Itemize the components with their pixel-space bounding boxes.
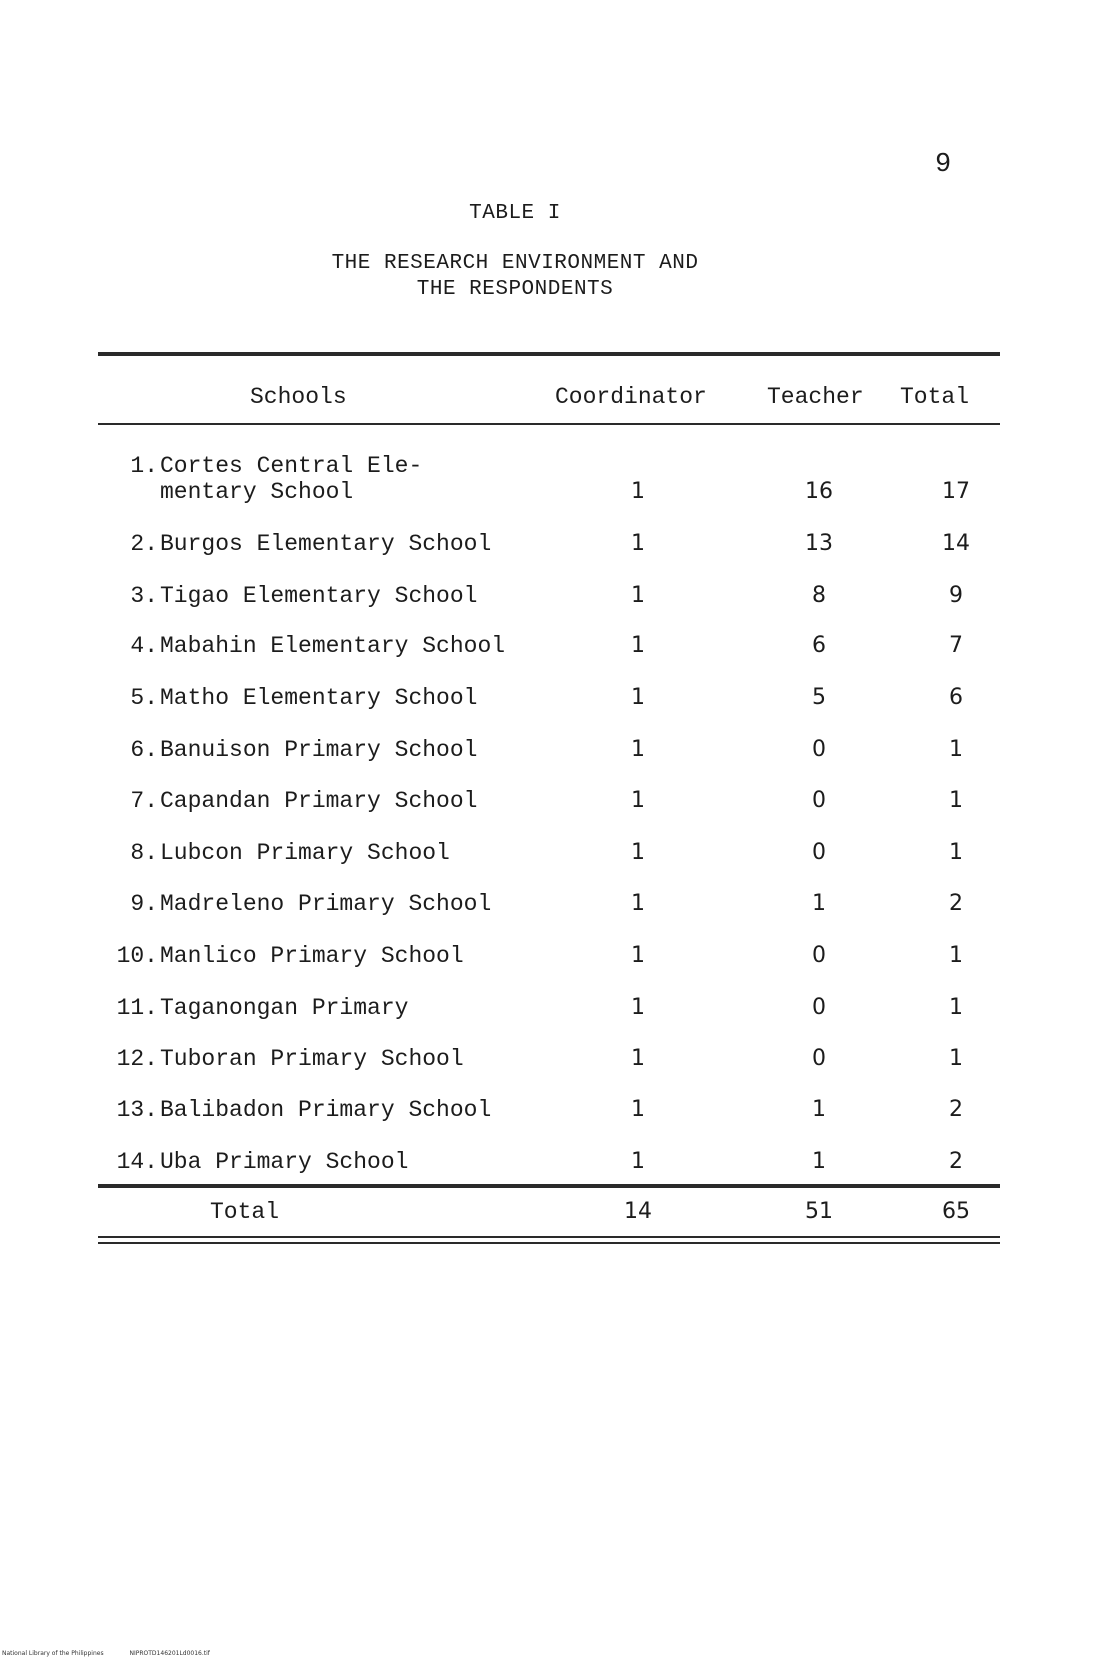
total-count: 1 <box>949 840 963 865</box>
teacher-count: 0 <box>812 943 826 968</box>
school-name: Banuison Primary School <box>160 737 478 763</box>
total-count: 1 <box>949 737 963 762</box>
row-index: 2. <box>130 531 158 557</box>
row-index: 13. <box>116 1097 158 1123</box>
row-index: 11. <box>116 995 158 1021</box>
coordinator-count: 1 <box>631 583 645 608</box>
row-index: 3. <box>130 583 158 609</box>
coordinator-count: 1 <box>631 995 645 1020</box>
grand-total: 65 <box>942 1199 970 1224</box>
teacher-count: 16 <box>805 479 833 504</box>
coordinator-count: 1 <box>631 685 645 710</box>
total-count: 1 <box>949 1046 963 1071</box>
school-name: Taganongan Primary <box>160 995 409 1021</box>
row-index: 9. <box>130 891 158 917</box>
row-index: 12. <box>116 1046 158 1072</box>
row-index: 7. <box>130 788 158 814</box>
totals-rule <box>98 1184 1000 1188</box>
total-count: 2 <box>949 891 963 916</box>
header-rule <box>98 423 1000 425</box>
coordinator-count: 1 <box>631 840 645 865</box>
teacher-count: 5 <box>812 685 826 710</box>
total-count: 17 <box>942 479 970 504</box>
coordinator-count: 1 <box>631 737 645 762</box>
school-name-line-1: Cortes Central Ele- <box>160 453 423 479</box>
teacher-count: 0 <box>812 1046 826 1071</box>
column-header-teacher: Teacher <box>767 384 864 410</box>
teacher-count: 0 <box>812 840 826 865</box>
total-count: 1 <box>949 943 963 968</box>
table-bottom-rule-2 <box>98 1242 1000 1244</box>
coordinator-count: 1 <box>631 531 645 556</box>
teacher-count: 1 <box>812 1149 826 1174</box>
column-header-coordinator: Coordinator <box>555 384 707 410</box>
row-index: 4. <box>130 633 158 659</box>
footer-filename: NIPROTD146201Ld0016.tif <box>129 1650 210 1657</box>
total-count: 7 <box>949 633 963 658</box>
total-count: 1 <box>949 788 963 813</box>
total-count: 9 <box>949 583 963 608</box>
coordinator-count: 1 <box>631 1097 645 1122</box>
total-count: 2 <box>949 1097 963 1122</box>
table-subtitle-line-2: THE RESPONDENTS <box>416 278 614 301</box>
coordinator-count: 1 <box>631 891 645 916</box>
total-count: 1 <box>949 995 963 1020</box>
school-name: Manlico Primary School <box>160 943 464 969</box>
school-name: Matho Elementary School <box>160 685 478 711</box>
school-name: Madreleno Primary School <box>160 891 492 917</box>
teacher-count: 0 <box>812 788 826 813</box>
totals-label: Total <box>210 1199 280 1225</box>
teacher-count: 1 <box>812 1097 826 1122</box>
column-header-schools: Schools <box>250 384 347 410</box>
coordinator-count: 1 <box>631 1046 645 1071</box>
teacher-count: 13 <box>805 531 833 556</box>
school-name: Lubcon Primary School <box>160 840 450 866</box>
page-number: 9 <box>935 150 952 180</box>
coordinator-total: 14 <box>624 1199 652 1224</box>
school-name-line-2: mentary School <box>160 479 354 505</box>
teacher-count: 8 <box>812 583 826 608</box>
table-title: TABLE I <box>469 202 561 225</box>
teacher-count: 6 <box>812 633 826 658</box>
table-top-rule <box>98 352 1000 356</box>
row-index: 8. <box>130 840 158 866</box>
coordinator-count: 1 <box>631 788 645 813</box>
total-count: 14 <box>942 531 970 556</box>
teacher-total: 51 <box>805 1199 833 1224</box>
row-index: 14. <box>116 1149 158 1175</box>
coordinator-count: 1 <box>631 633 645 658</box>
row-index: 6. <box>130 737 158 763</box>
school-name: Mabahin Elementary School <box>160 633 506 659</box>
table-subtitle-line-1: THE RESEARCH ENVIRONMENT AND <box>331 252 699 275</box>
row-index: 10. <box>116 943 158 969</box>
school-name: Uba Primary School <box>160 1149 409 1175</box>
total-count: 2 <box>949 1149 963 1174</box>
school-name: Tigao Elementary School <box>160 583 478 609</box>
teacher-count: 0 <box>812 995 826 1020</box>
coordinator-count: 1 <box>631 479 645 504</box>
column-header-total: Total <box>900 384 970 410</box>
scan-footer <box>2 1650 234 1657</box>
coordinator-count: 1 <box>631 943 645 968</box>
school-name: Balibadon Primary School <box>160 1097 492 1123</box>
school-name: Tuboran Primary School <box>160 1046 464 1072</box>
teacher-count: 0 <box>812 737 826 762</box>
school-name: Capandan Primary School <box>160 788 478 814</box>
table-bottom-rule-1 <box>98 1236 1000 1238</box>
row-index: 5. <box>130 685 158 711</box>
teacher-count: 1 <box>812 891 826 916</box>
coordinator-count: 1 <box>631 1149 645 1174</box>
row-index: 1. <box>130 453 158 479</box>
total-count: 6 <box>949 685 963 710</box>
school-name: Burgos Elementary School <box>160 531 492 557</box>
footer-library: National Library of the Philippines <box>2 1650 104 1657</box>
